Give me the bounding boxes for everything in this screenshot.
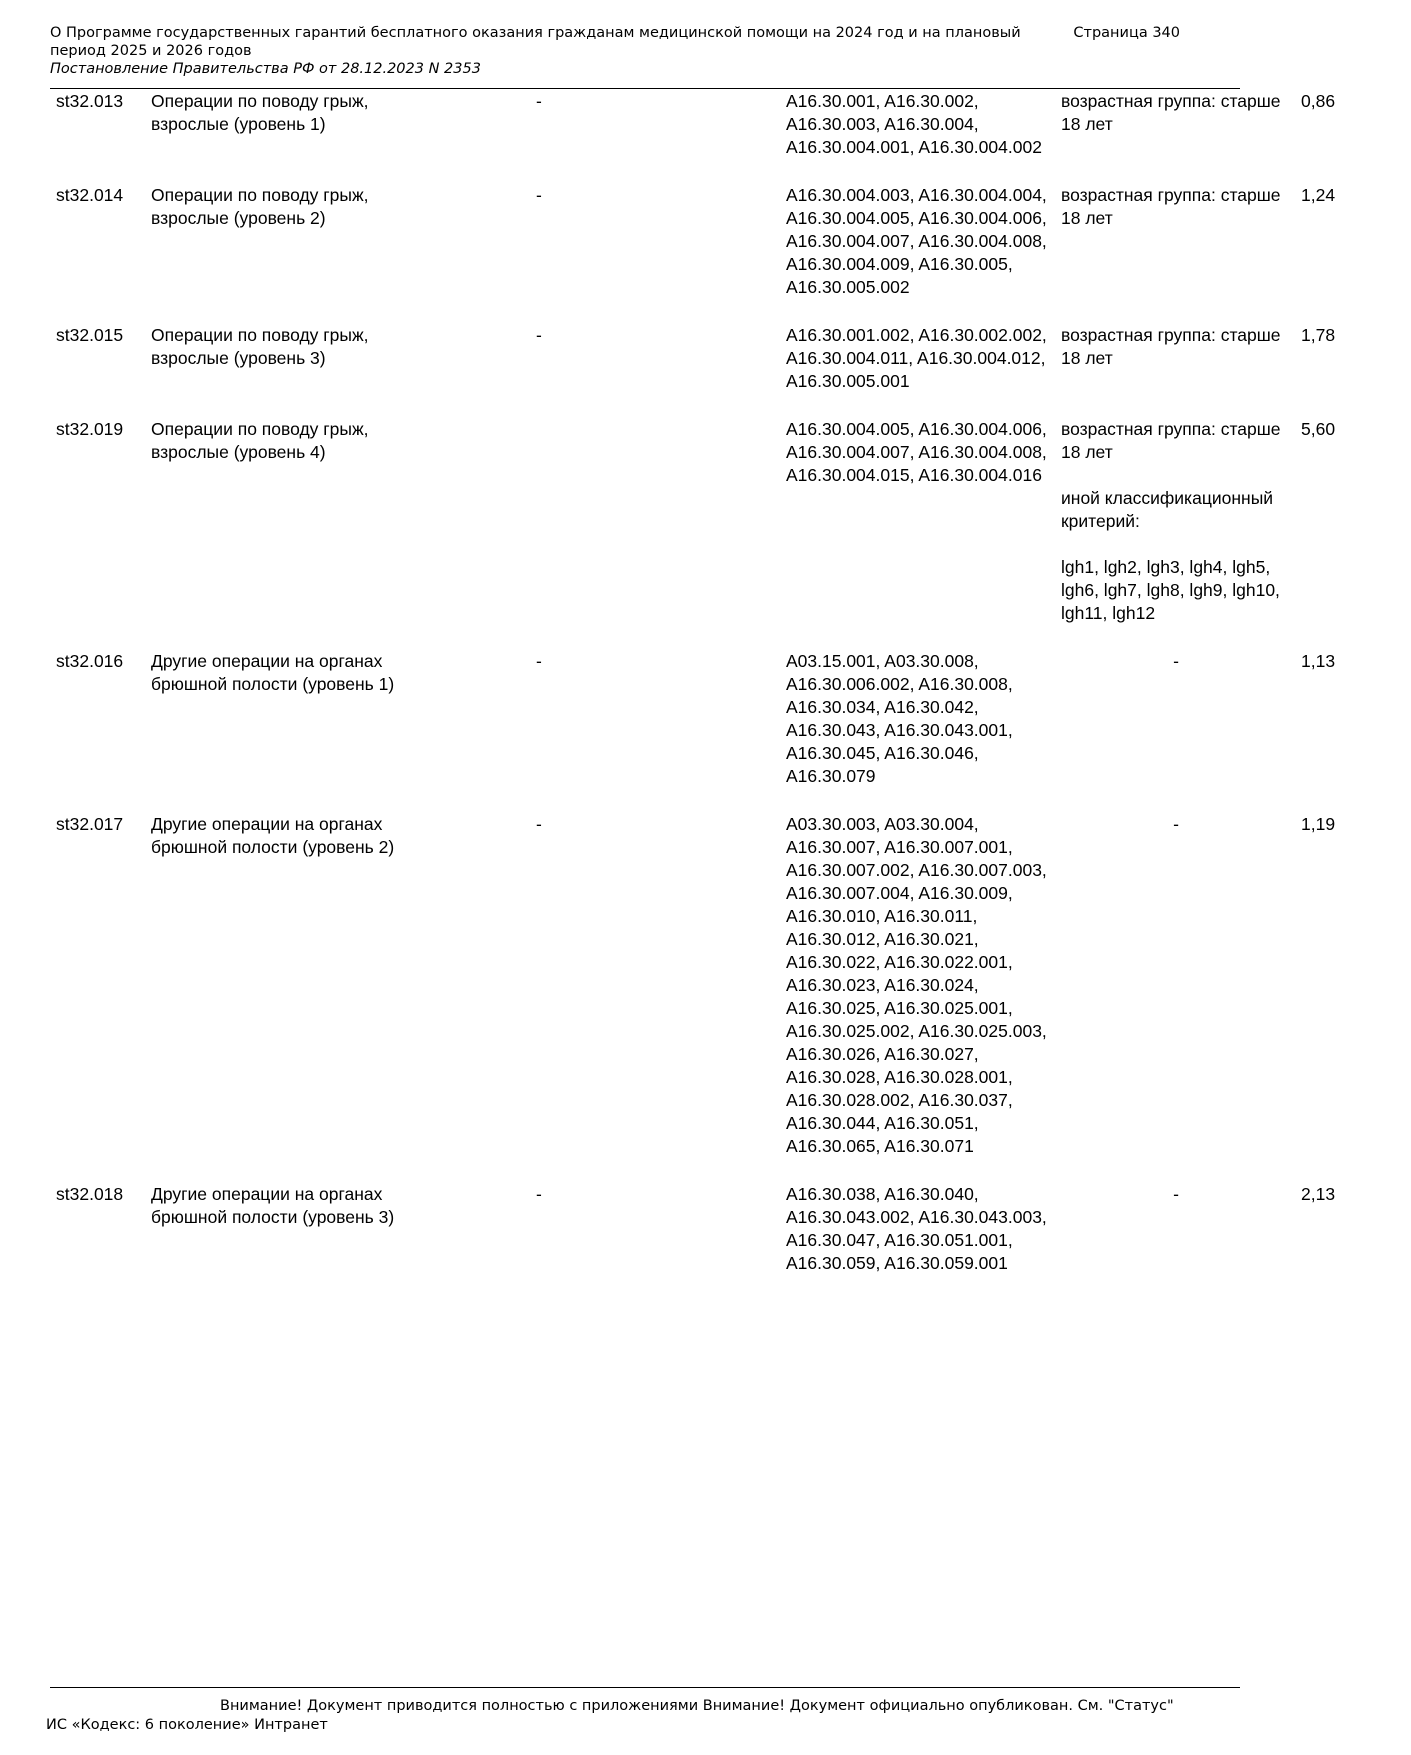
- row-name: Операции по поводу грыж, взрослые (уровень 3): [151, 325, 369, 368]
- document-subtitle: Постановление Правительства РФ от 28.12.2023 N 2353: [50, 61, 481, 77]
- document-header: [50, 24, 1180, 78]
- row-coefficient: 0,86: [1301, 91, 1336, 111]
- criteria-line: -: [1173, 814, 1179, 834]
- row-diagnosis: -: [536, 185, 542, 205]
- row-criteria: [1061, 184, 1291, 324]
- row-code: st32.017: [56, 814, 124, 834]
- row-services: A16.30.004.003, A16.30.004.004, A16.30.004.005, A16.30.004.006, A16.30.004.007, A16.30.004.008, A16.30.004.009, A16.30.005, A16.30.005.002: [786, 185, 1047, 297]
- row-code: st32.014: [56, 185, 124, 205]
- tariff-table-body: [50, 90, 1411, 1300]
- row-code: st32.013: [56, 91, 124, 111]
- document-title: О Программе государственных гарантий бесплатного оказания гражданам медицинской помощи на 2024 год и на плановый период 2025 и 2026 годов: [50, 25, 1021, 59]
- table-row: [50, 1183, 1411, 1300]
- criteria-line: иной классификационный критерий:: [1061, 488, 1274, 531]
- row-services: A03.15.001, A03.30.008, A16.30.006.002, A16.30.008, A16.30.034, A16.30.042, A16.30.043, A16.30.043.001, A16.30.045, A16.30.046, A16.30.079: [786, 651, 1013, 786]
- criteria-gap: [1061, 464, 1291, 487]
- row-name: Операции по поводу грыж, взрослые (уровень 1): [151, 91, 369, 134]
- row-criteria: [1061, 650, 1291, 813]
- row-services: A03.30.003, A03.30.004, A16.30.007, A16.30.007.001, A16.30.007.002, A16.30.007.003, A16.30.007.004, A16.30.009, A16.30.010, A16.30.011, A16.30.012, A16.30.021, A16.30.022, A16.30.022.001, A16.30.023, A16.30.024, A16.30.025, A16.30.025.001, A16.30.025.002, A16.30.025.003, A16.30.026, A16.30.027, A16.30.028, A16.30.028.001, A16.30.028.002, A16.30.037, A16.30.044, A16.30.051, A16.30.065, A16.30.071: [786, 814, 1047, 1156]
- criteria-line: lgh1, lgh2, lgh3, lgh4, lgh5, lgh6, lgh7, lgh8, lgh9, lgh10, lgh11, lgh12: [1061, 557, 1280, 623]
- row-diagnosis: -: [536, 91, 542, 111]
- criteria-line: -: [1173, 1184, 1179, 1204]
- row-diagnosis: -: [536, 651, 542, 671]
- row-coefficient: 1,19: [1301, 814, 1336, 834]
- row-services: A16.30.038, A16.30.040, A16.30.043.002, A16.30.043.003, A16.30.047, A16.30.051.001, A16.30.059, A16.30.059.001: [786, 1184, 1047, 1273]
- tariff-table: [50, 90, 1411, 1300]
- row-name: Другие операции на органах брюшной полости (уровень 1): [151, 651, 395, 694]
- criteria-line: возрастная группа: старше 18 лет: [1061, 185, 1281, 228]
- table-row: [50, 418, 1411, 650]
- table-row: [50, 184, 1411, 324]
- footer-notice: Внимание! Документ приводится полностью с приложениями Внимание! Документ официально опубликован. См. "Статус": [220, 1698, 1174, 1714]
- row-code: st32.018: [56, 1184, 124, 1204]
- footer-source: ИС «Кодекс: 6 поколение» Интранет: [46, 1717, 328, 1733]
- row-code: st32.019: [56, 419, 124, 439]
- row-services: A16.30.004.005, A16.30.004.006, A16.30.004.007, A16.30.004.008, A16.30.004.015, A16.30.004.016: [786, 419, 1047, 485]
- row-criteria: [1061, 90, 1291, 184]
- table-row: [50, 813, 1411, 1183]
- page-number: Страница 340: [1073, 25, 1180, 41]
- criteria-line: возрастная группа: старше 18 лет: [1061, 91, 1281, 134]
- criteria-line: возрастная группа: старше 18 лет: [1061, 325, 1281, 368]
- table-row: [50, 650, 1411, 813]
- criteria-line: -: [1173, 651, 1179, 671]
- footer-divider: [50, 1687, 1240, 1688]
- row-name: Другие операции на органах брюшной полости (уровень 2): [151, 814, 395, 857]
- row-services: A16.30.001.002, A16.30.002.002, A16.30.004.011, A16.30.004.012, A16.30.005.001: [786, 325, 1047, 391]
- row-diagnosis: -: [536, 325, 542, 345]
- row-diagnosis: -: [536, 814, 542, 834]
- row-name: Операции по поводу грыж, взрослые (уровень 4): [151, 419, 369, 462]
- row-name: Операции по поводу грыж, взрослые (уровень 2): [151, 185, 369, 228]
- table-row: [50, 90, 1411, 184]
- row-coefficient: 5,60: [1301, 419, 1336, 439]
- row-code: st32.015: [56, 325, 124, 345]
- row-criteria: [1061, 324, 1291, 418]
- row-coefficient: 1,24: [1301, 185, 1336, 205]
- row-name: Другие операции на органах брюшной полости (уровень 3): [151, 1184, 395, 1227]
- row-coefficient: 2,13: [1301, 1184, 1336, 1204]
- row-code: st32.016: [56, 651, 124, 671]
- row-criteria: [1061, 418, 1291, 650]
- row-diagnosis: [421, 418, 786, 650]
- header-divider: [50, 88, 1240, 89]
- criteria-gap: [1061, 533, 1291, 556]
- criteria-line: возрастная группа: старше 18 лет: [1061, 419, 1281, 462]
- table-row: [50, 324, 1411, 418]
- row-services: A16.30.001, A16.30.002, A16.30.003, A16.30.004, A16.30.004.001, A16.30.004.002: [786, 91, 1042, 157]
- row-diagnosis: -: [536, 1184, 542, 1204]
- row-criteria: [1061, 813, 1291, 1183]
- row-coefficient: 1,13: [1301, 651, 1336, 671]
- row-coefficient: 1,78: [1301, 325, 1336, 345]
- row-criteria: [1061, 1183, 1291, 1300]
